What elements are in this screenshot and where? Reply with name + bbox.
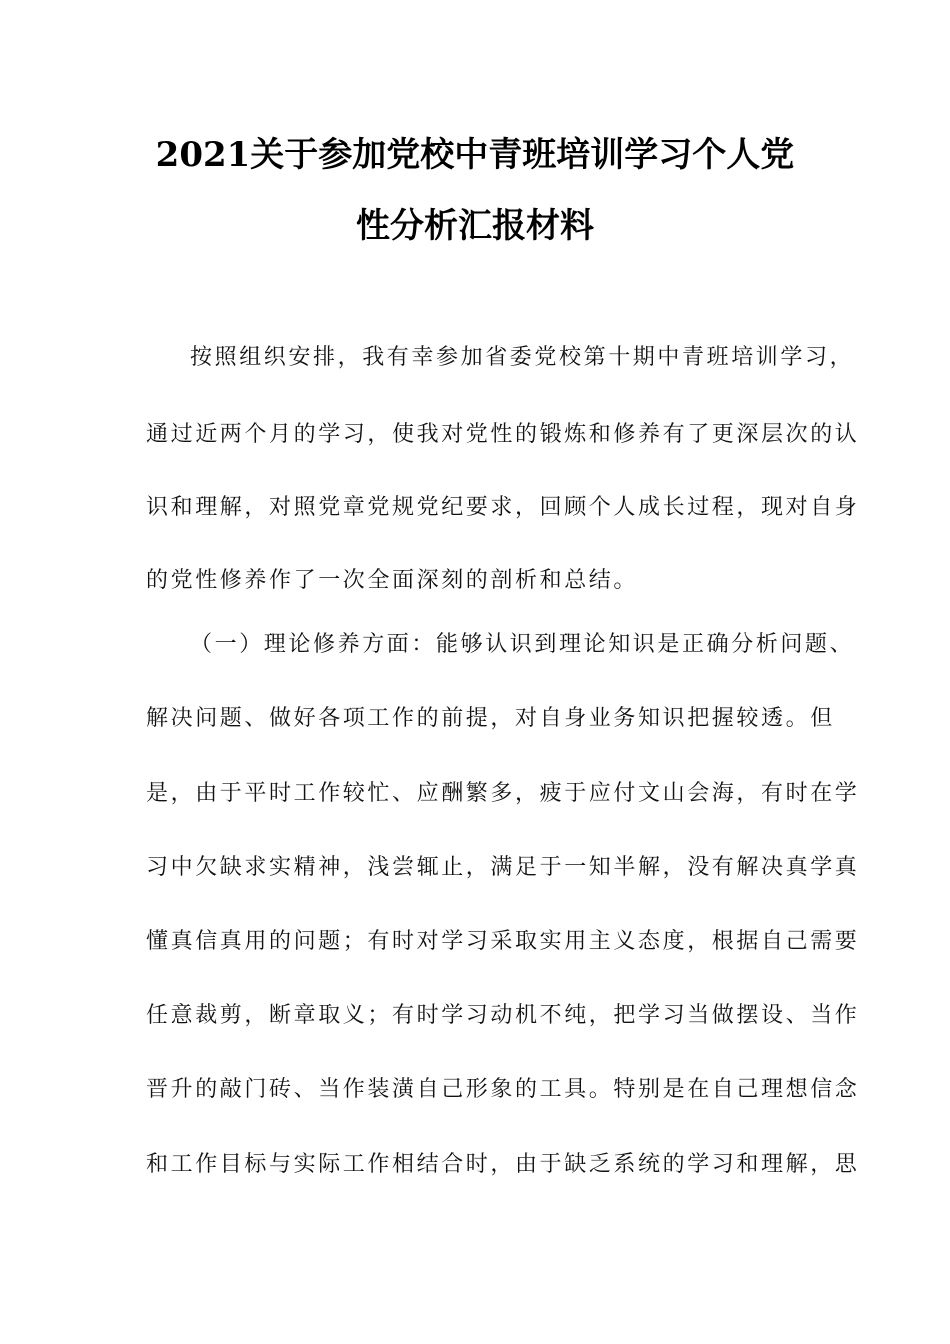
paragraph-1-line-2: 通过近两个月的学习，使我对党性的锻炼和修养有了更深层次的认 <box>146 422 860 447</box>
paragraph-2-line-1: （一）理论修养方面：能够认识到理论知识是正确分析问题、 <box>190 632 855 657</box>
paragraph-1-line-3: 识和理解，对照党章党规党纪要求，回顾个人成长过程，现对自身 <box>146 495 860 520</box>
document-title-line-1: 2021关于参加党校中青班培训学习个人党 <box>155 135 795 175</box>
paragraph-1-line-1: 按照组织安排，我有幸参加省委党校第十期中青班培训学习， <box>190 345 855 370</box>
document-title-line-2: 性分析汇报材料 <box>356 206 594 246</box>
paragraph-1-line-4: 的党性修养作了一次全面深刻的剖析和总结。 <box>146 568 639 593</box>
paragraph-2-line-5: 懂真信真用的问题；有时对学习采取实用主义态度，根据自己需要 <box>146 929 860 954</box>
paragraph-2-line-3: 是，由于平时工作较忙、应酬繁多，疲于应付文山会海，有时在学 <box>146 781 860 806</box>
paragraph-2-line-6: 任意裁剪，断章取义；有时学习动机不纯，把学习当做摆设、当作 <box>146 1003 860 1028</box>
paragraph-2-line-8: 和工作目标与实际工作相结合时，由于缺乏系统的学习和理解，思 <box>146 1152 860 1177</box>
paragraph-2-line-2: 解决问题、做好各项工作的前提，对自身业务知识把握较透。但 <box>146 706 835 731</box>
paragraph-2-line-4: 习中欠缺求实精神，浅尝辄止，满足于一知半解，没有解决真学真 <box>146 855 860 880</box>
paragraph-2-line-7: 晋升的敲门砖、当作装潢自己形象的工具。特别是在自己理想信念 <box>146 1077 860 1102</box>
